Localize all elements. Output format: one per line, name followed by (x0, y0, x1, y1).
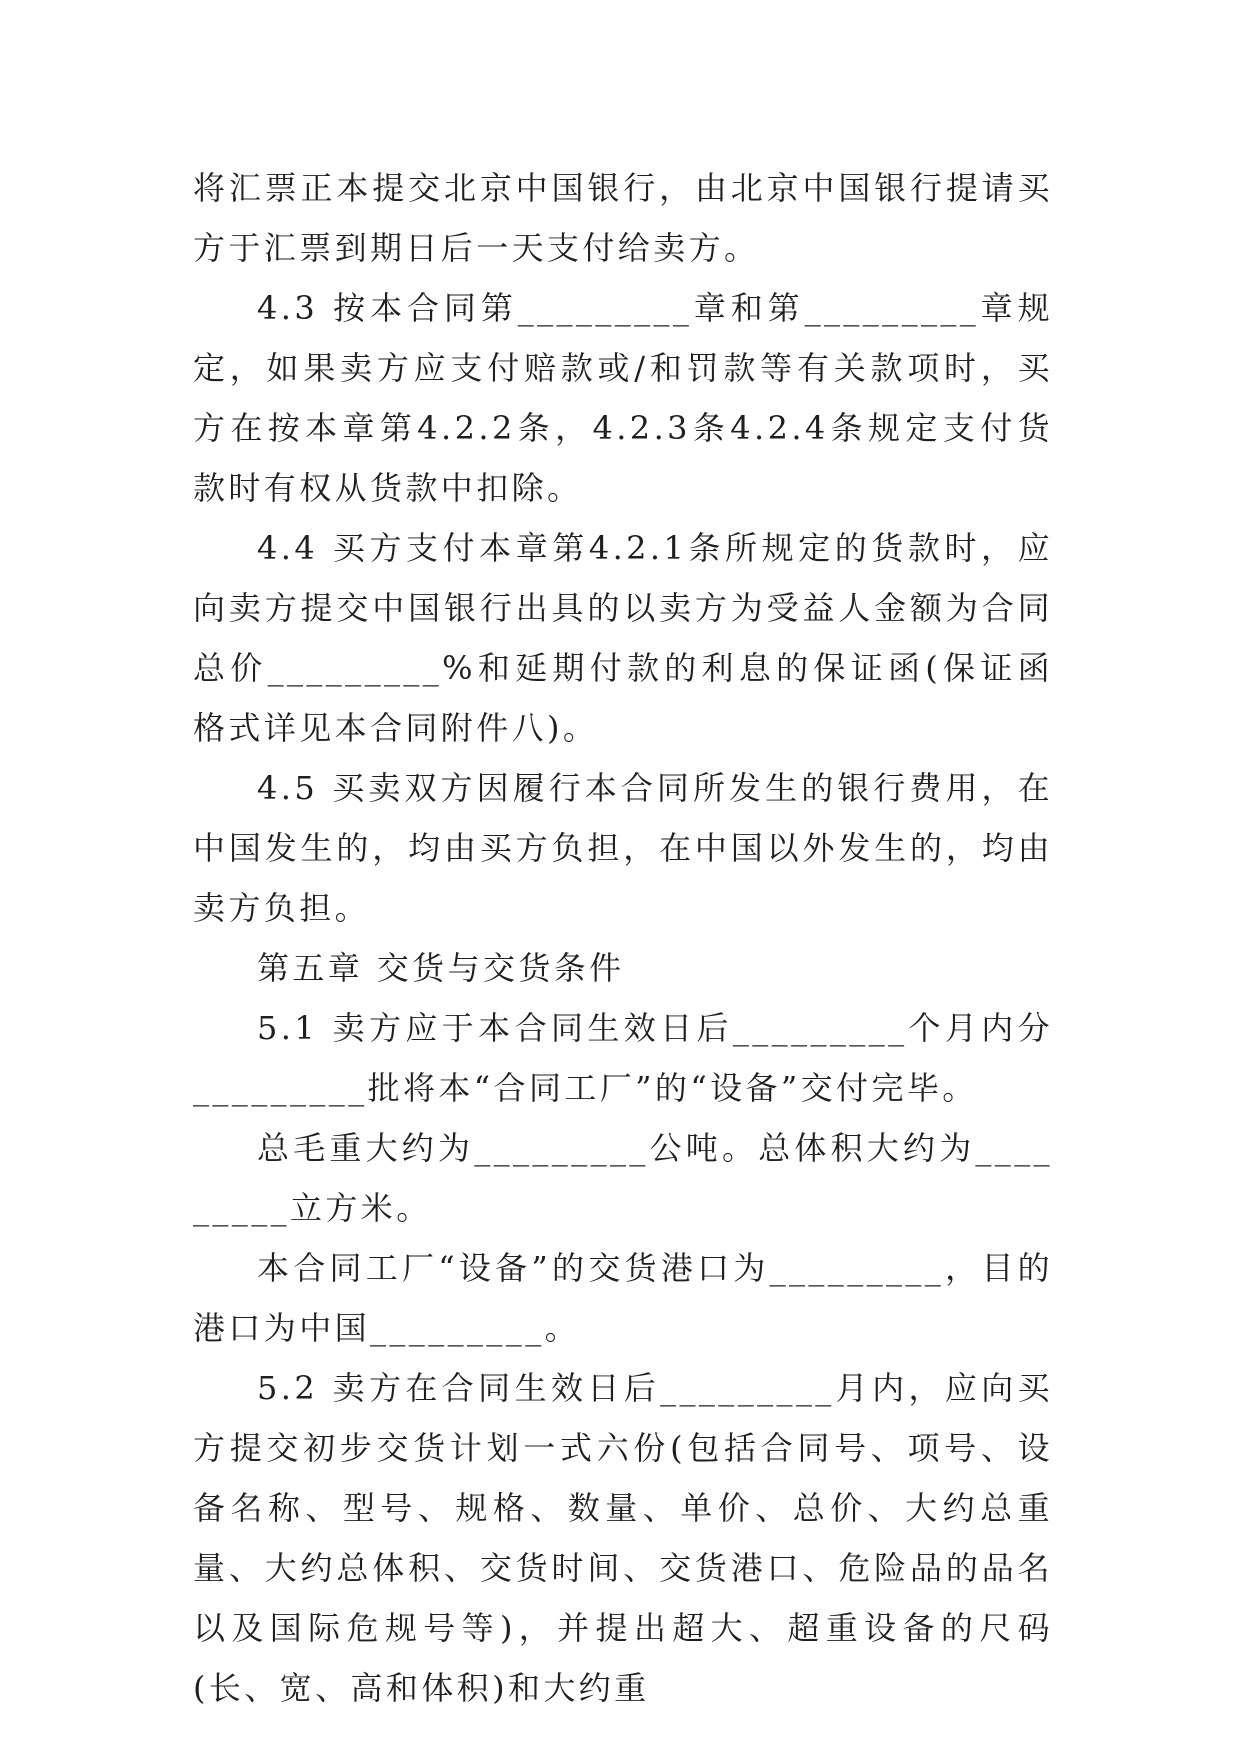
paragraph-4-5: 4.5 买卖双方因履行本合同所发生的银行费用，在中国发生的，均由买方负担，在中国以外发生的，均由卖方负担。 (193, 769, 1053, 927)
paragraph-5-2: 5.2 卖方在合同生效日后_________月内，应向买方提交初步交货计划一式六份(包括合同号、项号、设备名称、型号、规格、数量、单价、总价、大约总重量、大约总体积、交货时间、交货港口、危险品的品名以及国际危规号等)，并提出超大、超重设备的尺码(长、宽、高和体积)和大约重 (193, 1369, 1053, 1707)
paragraph-5-1: 5.1 卖方应于本合同生效日后_________个月内分_________批将本“合同工厂”的“设备”交付完毕。 (193, 1009, 1053, 1107)
document-body (193, 158, 1053, 1718)
paragraph-4-2-continuation: 将汇票正本提交北京中国银行，由北京中国银行提请买方于汇票到期日后一天支付给卖方。 (193, 169, 1053, 267)
paragraph-5-1-ports: 本合同工厂“设备”的交货港口为_________，目的港口为中国_________。 (193, 1249, 1053, 1347)
chapter-5-heading: 第五章 交货与交货条件 (257, 949, 625, 987)
paragraph-4-4: 4.4 买方支付本章第4.2.1条所规定的货款时，应向卖方提交中国银行出具的以卖方为受益人金额为合同总价_________%和延期付款的利息的保证函(保证函格式详见本合同附件八)。 (193, 529, 1053, 747)
paragraph-5-1-weight-volume: 总毛重大约为_________公吨。总体积大约为_________立方米。 (193, 1129, 1053, 1227)
paragraph-4-3: 4.3 按本合同第_________章和第_________章规定，如果卖方应支付赔款或/和罚款等有关款项时，买方在按本章第4.2.2条，4.2.3条4.2.4条规定支付货款时有权从货款中扣除。 (193, 289, 1053, 507)
